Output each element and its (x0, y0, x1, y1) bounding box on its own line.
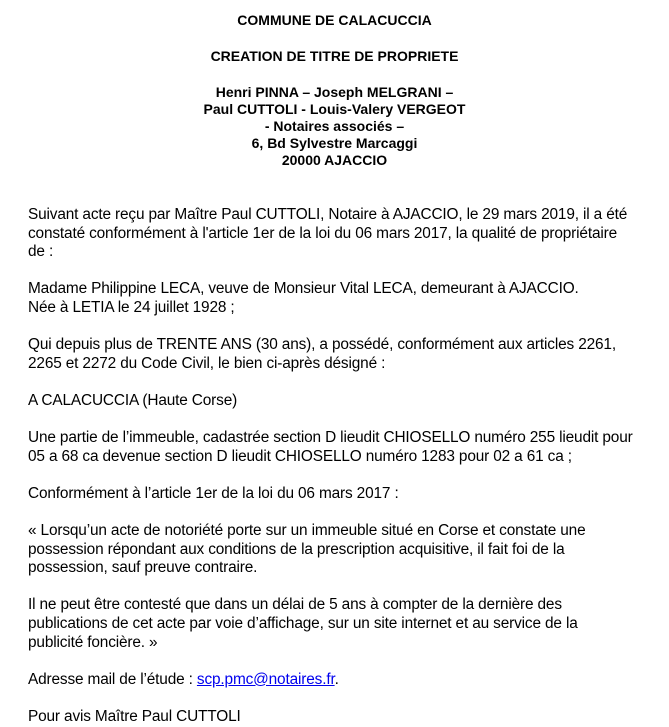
paragraph-quote-2-line-3: publicité foncière. » (28, 633, 158, 651)
signature: Pour avis Maître Paul CUTTOLI (28, 708, 241, 726)
email-suffix: . (334, 670, 339, 688)
paragraph-law-reference: Conformément à l’article 1er de la loi du 06 mars 2017 : (28, 484, 399, 502)
paragraph-quote-2 (28, 596, 648, 652)
address-line-2: 20000 AJACCIO (281, 152, 388, 168)
paragraph-location: A CALACUCCIA (Haute Corse) (28, 391, 238, 409)
paragraph-parcel (28, 429, 648, 466)
address-line-1: 6, Bd Sylvestre Marcaggi (251, 135, 418, 151)
commune-title: COMMUNE DE CALACUCCIA (237, 12, 432, 28)
paragraph-quote-2-line-2: publications de cet acte par voie d’affichage, sur un site internet et au service de la (28, 615, 578, 633)
paragraph-possession (28, 336, 648, 373)
paragraph-quote-1-line-1: « Lorsqu’un acte de notoriété porte sur un immeuble situé en Corse et constate une (28, 522, 586, 540)
document-subtitle: CREATION DE TITRE DE PROPRIETE (210, 48, 459, 64)
notaries-line-1: Henri PINNA – Joseph MELGRANI – (215, 84, 454, 100)
paragraph-quote-1-line-3: possession, sauf preuve contraire. (28, 559, 258, 577)
paragraph-owner (28, 280, 648, 317)
paragraph-acte (28, 206, 648, 262)
paragraph-owner-line-1: Madame Philippine LECA, veuve de Monsieur Vital LECA, demeurant à AJACCIO. (28, 280, 579, 298)
paragraph-acte-line-3: de : (28, 243, 54, 261)
paragraph-parcel-line-1: Une partie de l’immeuble, cadastrée section D lieudit CHIOSELLO numéro 255 lieudit pour (28, 429, 633, 447)
paragraph-email (28, 671, 648, 690)
paragraph-owner-line-2: Née à LETIA le 24 juillet 1928 ; (28, 298, 235, 316)
paragraph-quote-1-line-2: possession répondant aux conditions de la prescription acquisitive, il fait foi de la (28, 540, 565, 558)
notaries-line-3: - Notaires associés – (264, 118, 405, 134)
email-label: Adresse mail de l’étude : (28, 670, 197, 688)
paragraph-quote-2-line-1: Il ne peut être contesté que dans un délai de 5 ans à compter de la dernière des (28, 596, 562, 614)
paragraph-possession-line-1: Qui depuis plus de TRENTE ANS (30 ans), a possédé, conformément aux articles 2261, (28, 336, 616, 354)
document-header (0, 12, 669, 169)
email-link[interactable]: scp.pmc@notaires.fr (196, 670, 335, 688)
document-body (28, 206, 648, 727)
paragraph-parcel-line-2: 05 a 68 ca devenue section D lieudit CHIOSELLO numéro 1283 pour 02 a 61 ca ; (28, 447, 572, 465)
paragraph-quote-1 (28, 522, 648, 578)
paragraph-acte-line-1: Suivant acte reçu par Maître Paul CUTTOLI, Notaire à AJACCIO, le 29 mars 2019, il a été (28, 206, 628, 223)
notaries-line-2: Paul CUTTOLI - Louis-Valery VERGEOT (203, 101, 466, 117)
paragraph-acte-line-2: constaté conformément à l'article 1er de la loi du 06 mars 2017, la qualité de propriétaire (28, 224, 618, 242)
paragraph-possession-line-2: 2265 et 2272 du Code Civil, le bien ci-après désigné : (28, 354, 386, 372)
